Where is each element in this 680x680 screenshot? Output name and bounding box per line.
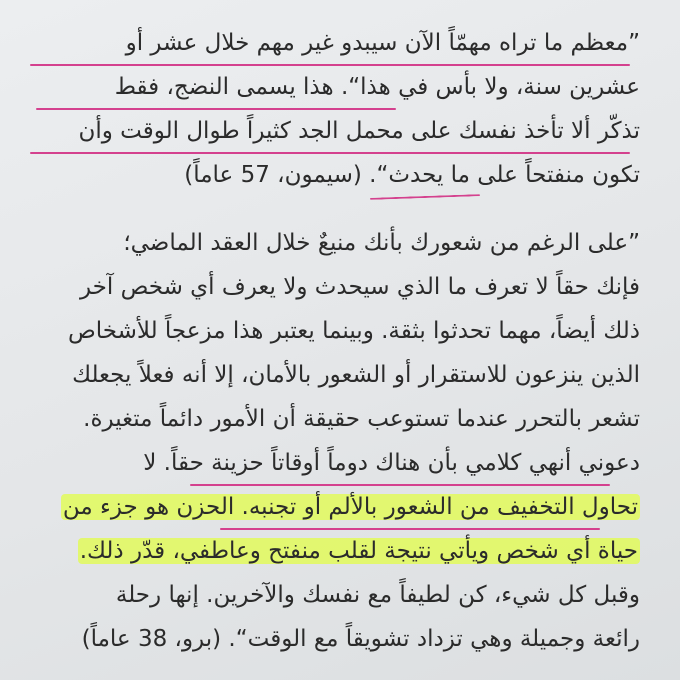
- quote1-line-4: تكون منفتحاً على ما يحدث“. (سيمون، 57 عاماً): [184, 162, 640, 188]
- pen-underline: [30, 152, 630, 154]
- pen-underline: [36, 108, 396, 110]
- quote1-line-3: تذكّر ألا تأخذ نفسك على محمل الجد كثيراً طوال الوقت وأن: [78, 118, 640, 144]
- quote2-line-8: [40, 536, 640, 566]
- quote1-line-2: عشرين سنة، ولا بأس في هذا“. هذا يسمى النضج، فقط: [114, 74, 640, 100]
- quote2-line-5: تشعر بالتحرر عندما تستوعب حقيقة أن الأمور دائماً متغيرة.: [83, 406, 640, 432]
- quote2-line-1: ”على الرغم من شعورك بأنك منيعٌ خلال العقد الماضي؛: [123, 230, 640, 256]
- pen-underline: [30, 64, 630, 66]
- quote2-line-6: دعوني أنهي كلامي بأن هناك دوماً أوقاتاً حزينة حقاً. لا: [143, 450, 640, 476]
- pen-underline: [220, 528, 600, 530]
- quote2-line-7: [40, 492, 640, 522]
- quote2-line-10: رائعة وجميلة وهي تزداد تشويقاً مع الوقت“. (برو، 38 عاماً): [81, 626, 640, 652]
- quote2-line-9: وقبل كل شيء، كن لطيفاً مع نفسك والآخرين. إنها رحلة: [115, 582, 640, 608]
- highlighted-text: تحاول التخفيف من الشعور بالألم أو تجنبه. الحزن هو جزء من: [62, 494, 638, 520]
- quote2-line-3: ذلك أيضاً، مهما تحدثوا بثقة. وبينما يعتبر هذا مزعجاً للأشخاص: [67, 318, 640, 344]
- pen-underline: [370, 194, 480, 200]
- quote2-line-4: الذين ينزعون للاستقرار أو الشعور بالأمان، إلا أنه فعلاً يجعلك: [72, 362, 640, 388]
- quote2-line-2: فإنك حقاً لا تعرف ما الذي سيحدث ولا يعرف أي شخص آخر: [79, 274, 640, 300]
- highlighted-text: حياة أي شخص ويأتي نتيجة لقلب منفتح وعاطفي، قدّر ذلك.: [79, 538, 638, 564]
- quote1-line-1: ”معظم ما تراه مهمّاً الآن سيبدو غير مهم خلال عشر أو: [125, 30, 640, 56]
- pen-underline: [190, 484, 610, 486]
